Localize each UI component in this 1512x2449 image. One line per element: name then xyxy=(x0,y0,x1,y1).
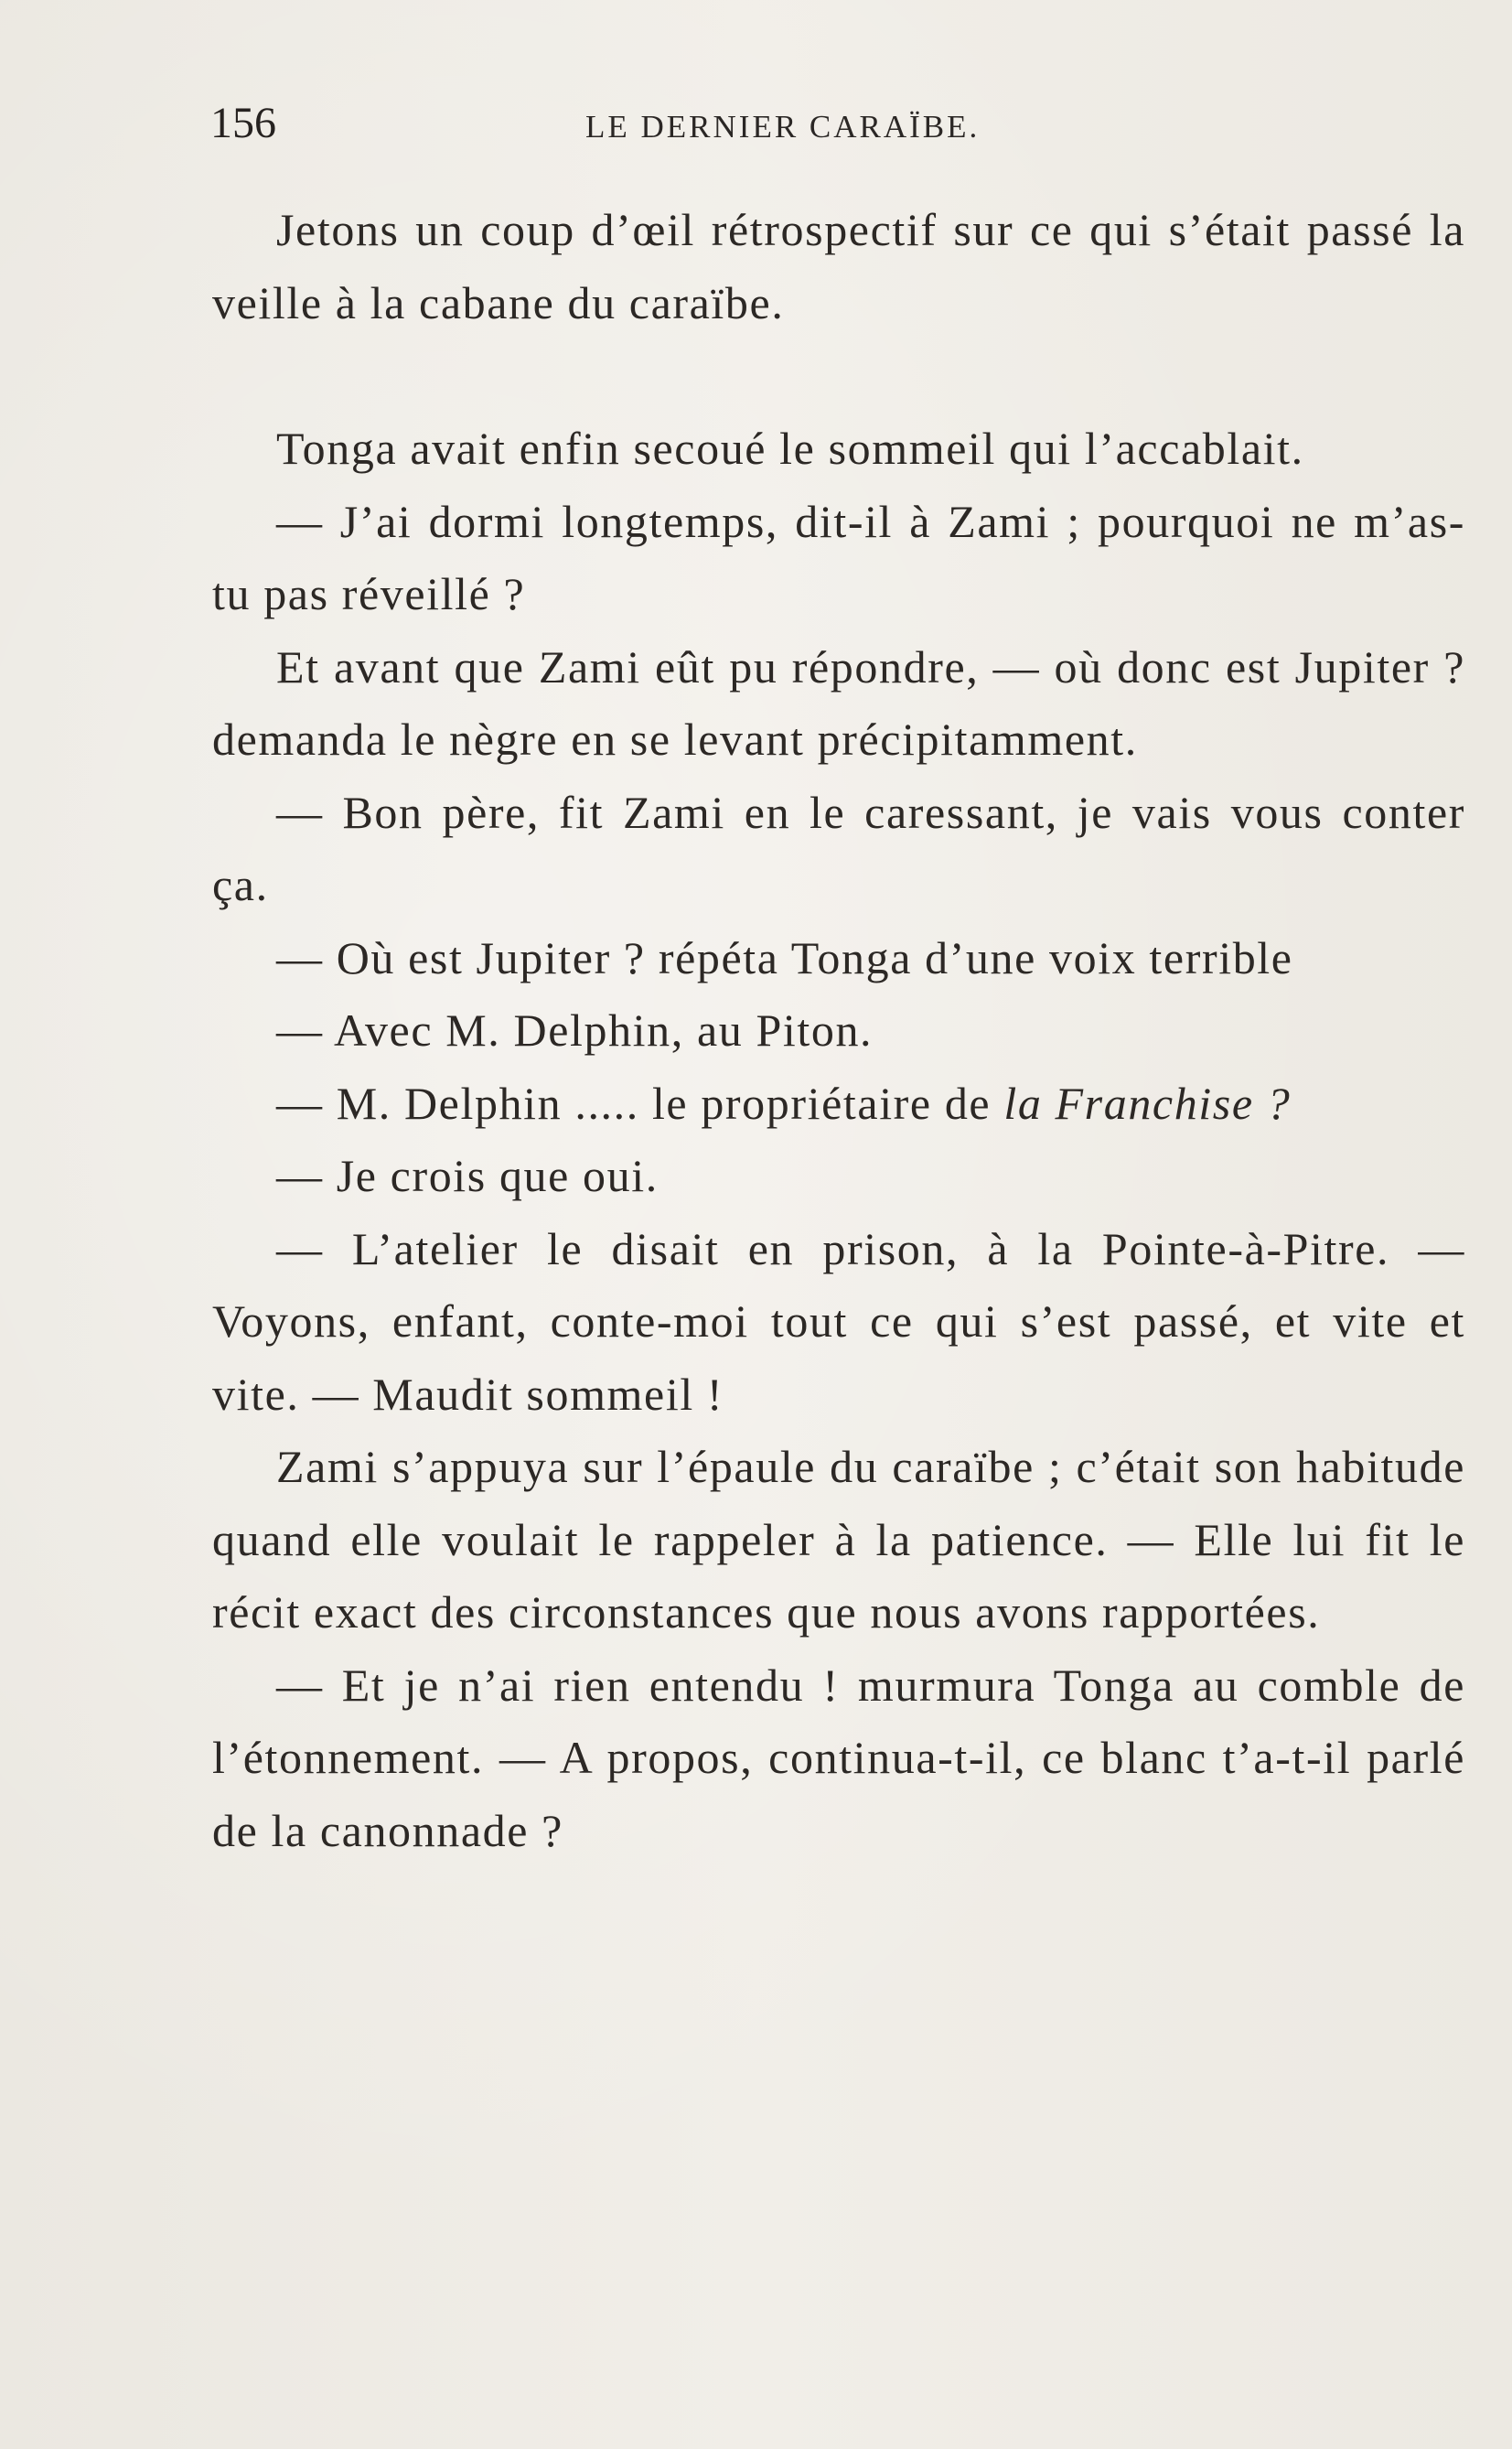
paragraph: Zami s’appuya sur l’épaule du caraïbe ; c’était son habitude quand elle voulait le rappeler à la patience. — Elle lui fit le récit exact des circonstances que nous avons rapportées. xyxy=(212,1441,1465,1638)
paragraph: — Et je n’ai rien entendu ! murmura Tonga au comble de l’étonnement. — A propos, continua-t-il, ce blanc t’a-t-il parlé de la canonnade ? xyxy=(212,1659,1465,1856)
paragraph: — Avec M. Delphin, au Piton. xyxy=(276,1004,874,1056)
paragraph: — Bon père, fit Zami en le caressant, je vais vous conter ça. xyxy=(212,786,1465,910)
paragraph: Et avant que Zami eût pu répondre, — où donc est Jupiter ? demanda le nègre en se levant précipitamment. xyxy=(212,640,1465,765)
paragraph: — J’ai dormi longtemps, dit-il à Zami ; pourquoi ne m’as-tu pas réveillé ? xyxy=(212,495,1465,619)
italic-title: la Franchise ? xyxy=(1003,1077,1292,1129)
paragraph xyxy=(212,1068,1465,1141)
paragraph: — Je crois que oui. xyxy=(276,1150,659,1201)
paragraph: — L’atelier le disait en prison, à la Pointe-à-Pitre. — Voyons, enfant, conte-moi tout ce qui s’est passé, et vite et vite. — Maudit sommeil ! xyxy=(212,1222,1465,1420)
page-number: 156 xyxy=(210,99,276,147)
body-text xyxy=(212,194,1465,1867)
paragraph: — Où est Jupiter ? répéta Tonga d’une voix terrible xyxy=(276,931,1293,983)
paragraph-text: — M. Delphin ..... le propriétaire de xyxy=(276,1077,1004,1129)
paragraph: Jetons un coup d’œil rétrospectif sur ce qui s’était passé la veille à la cabane du caraïbe. xyxy=(212,204,1465,328)
page-header xyxy=(210,96,1468,151)
running-title: LE DERNIER CARAÏBE. xyxy=(585,109,981,145)
paragraph: Tonga avait enfin secoué le sommeil qui l’accablait. xyxy=(276,423,1304,474)
